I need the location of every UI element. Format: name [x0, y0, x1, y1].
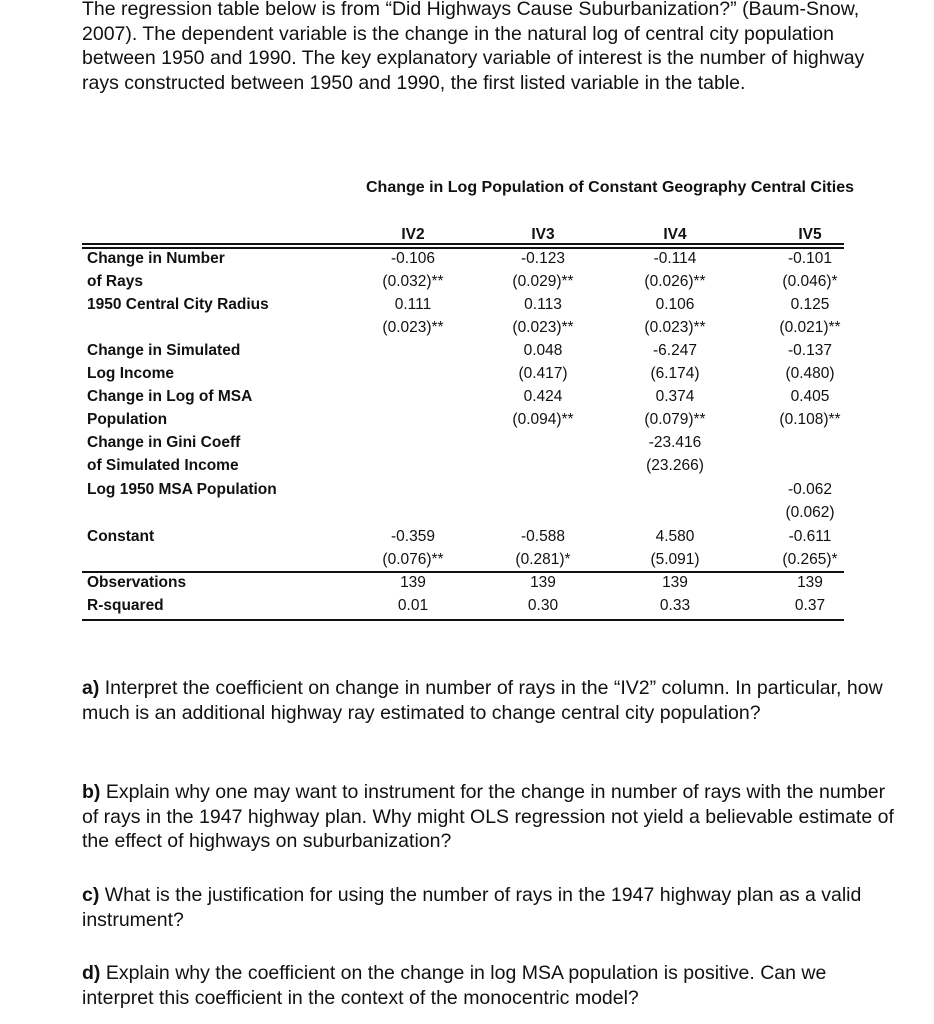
question-text: Explain why the coefficient on the change in log MSA population is positive. Can we interpret this coefficient in the context of the monocentric model?	[82, 962, 827, 1009]
table-cell: (0.023)**	[644, 319, 706, 336]
table-cell: (0.023)**	[512, 319, 574, 336]
table-title: Change in Log Population of Constant Geography Central Cities	[365, 179, 854, 196]
row-label: Log Income	[87, 365, 174, 382]
table-cell: 139	[400, 574, 426, 591]
table-row	[0, 504, 934, 527]
question-letter: b)	[82, 781, 101, 803]
table-cell: (0.023)**	[382, 319, 444, 336]
table-cell: 0.106	[655, 296, 695, 313]
column-header-iv2: IV2	[401, 226, 425, 243]
question-c	[82, 883, 902, 932]
table-cell: -6.247	[653, 342, 697, 359]
table-row	[0, 597, 934, 620]
column-header-iv3: IV3	[531, 226, 555, 243]
table-cell: (0.265)*	[782, 551, 838, 568]
table-cell: (6.174)	[650, 365, 700, 382]
table-cell: -0.114	[653, 250, 697, 267]
table-cell: (0.094)**	[512, 411, 574, 428]
table-row	[0, 296, 934, 319]
row-label: Change in Gini Coeff	[87, 434, 241, 451]
row-label: Observations	[87, 574, 187, 591]
table-cell: 0.33	[659, 597, 691, 614]
row-label: 1950 Central City Radius	[87, 296, 269, 313]
table-cell: -0.137	[788, 342, 832, 359]
question-text: What is the justification for using the number of rays in the 1947 highway plan as a valid instrument?	[82, 884, 862, 931]
table-cell: 0.048	[523, 342, 563, 359]
table-cell: 0.37	[794, 597, 826, 614]
table-row	[0, 528, 934, 551]
table-cell: (5.091)	[650, 551, 700, 568]
table-cell: 0.30	[527, 597, 559, 614]
table-row	[0, 273, 934, 296]
table-cell: 0.113	[524, 296, 562, 313]
header-double-rule	[82, 243, 844, 249]
table-cell: 0.424	[523, 388, 563, 405]
table-row	[0, 551, 934, 574]
column-header-iv4: IV4	[663, 226, 687, 243]
question-text: Explain why one may want to instrument for the change in number of rays with the number of rays in the 1947 highway plan. Why might OLS regression not yield a believable estimate of the effect of highways on suburbanization?	[82, 781, 894, 852]
table-cell: (0.021)**	[779, 319, 841, 336]
row-label: of Simulated Income	[87, 457, 239, 474]
table-cell: (0.417)	[518, 365, 568, 382]
table-cell: -23.416	[648, 434, 702, 451]
table-row	[0, 481, 934, 504]
column-header-iv5: IV5	[798, 226, 822, 243]
row-label: Change in Log of MSA	[87, 388, 253, 405]
table-cell: 139	[530, 574, 556, 591]
table-cell: (0.032)**	[382, 273, 444, 290]
row-label: Change in Number	[87, 250, 225, 267]
table-row	[0, 342, 934, 365]
question-letter: d)	[82, 962, 101, 984]
table-cell: (0.079)**	[644, 411, 706, 428]
table-cell: (0.029)**	[512, 273, 574, 290]
table-row	[0, 434, 934, 457]
row-label: Constant	[87, 528, 155, 545]
intro-paragraph: The regression table below is from “Did Highways Cause Suburbanization?” (Baum-Snow, 2007). The dependent variable is the change in the natural log of central city population between 1950 and 1990. The key explanatory variable of interest is the number of highway rays constructed between 1950 and 1990, the first listed variable in the table.	[82, 0, 865, 94]
table-cell: (0.108)**	[779, 411, 841, 428]
table-cell: 0.374	[655, 388, 695, 405]
table-cell: 0.125	[790, 296, 830, 313]
table-cell: 0.405	[790, 388, 830, 405]
table-cell: 0.111	[394, 296, 432, 313]
table-row	[0, 319, 934, 342]
question-d	[82, 961, 902, 1010]
table-cell: 0.01	[397, 597, 429, 614]
table-cell: -0.611	[788, 528, 832, 545]
table-row	[0, 250, 934, 273]
table-cell: (0.076)**	[382, 551, 444, 568]
question-text: Interpret the coefficient on change in number of rays in the “IV2” column. In particular, how much is an additional highway ray estimated to change central city population?	[82, 677, 883, 724]
row-label: of Rays	[87, 273, 143, 290]
table-cell: 4.580	[655, 528, 695, 545]
table-cell: 139	[797, 574, 823, 591]
table-cell: -0.106	[391, 250, 435, 267]
row-label: R-squared	[87, 597, 164, 614]
row-label: Change in Simulated	[87, 342, 241, 359]
table-row	[0, 457, 934, 480]
table-cell: (0.480)	[785, 365, 835, 382]
table-row	[0, 388, 934, 411]
table-cell: (0.281)*	[515, 551, 571, 568]
table-cell: (0.046)*	[782, 273, 838, 290]
table-cell: -0.123	[521, 250, 565, 267]
table-cell: -0.588	[521, 528, 565, 545]
table-cell: -0.101	[788, 250, 832, 267]
row-label: Population	[87, 411, 168, 428]
table-row	[0, 365, 934, 388]
question-letter: c)	[82, 884, 100, 906]
question-a	[82, 676, 902, 725]
table-cell: (0.062)	[785, 504, 835, 521]
table-cell: 139	[662, 574, 688, 591]
table-cell: -0.359	[391, 528, 435, 545]
row-label: Log 1950 MSA Population	[87, 481, 277, 498]
table-cell: (0.026)**	[644, 273, 706, 290]
table-cell: -0.062	[788, 481, 832, 498]
table-row	[0, 574, 934, 597]
question-b	[82, 780, 902, 854]
table-row	[0, 411, 934, 434]
table-cell: (23.266)	[646, 457, 704, 474]
question-letter: a)	[82, 677, 100, 699]
